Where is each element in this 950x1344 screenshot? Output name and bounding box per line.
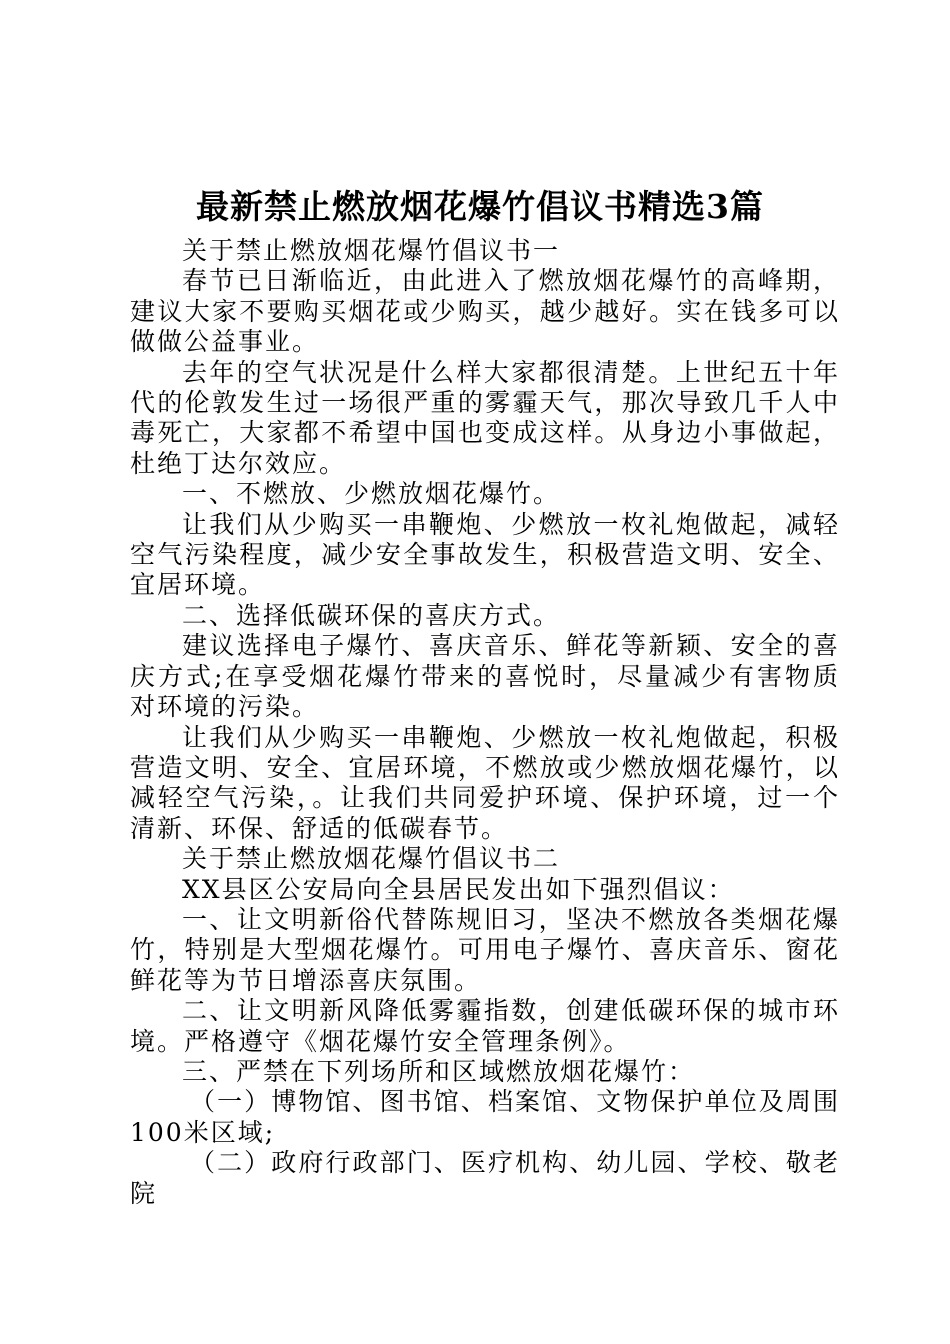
list-item: 二、让文明新风降低雾霾指数，创建低碳环保的城市环境。严格遵守《烟花爆竹安全管理条例》。	[130, 996, 840, 1056]
body-paragraph: 让我们从少购买一串鞭炮、少燃放一枚礼炮做起，减轻空气污染程度，减少安全事故发生，积极营造文明、安全、宜居环境。	[130, 509, 840, 600]
section-heading: 关于禁止燃放烟花爆竹倡议书二	[182, 844, 561, 874]
list-heading: 二、选择低碳环保的喜庆方式。	[182, 600, 561, 630]
body-paragraph: 让我们从少购买一串鞭炮、少燃放一枚礼炮做起，积极营造文明、安全、宜居环境，不燃放或少燃放烟花爆竹，以减轻空气污染，。让我们共同爱护环境、保护环境，过一个清新、环保、舒适的低碳春节。	[130, 722, 840, 843]
body-paragraph: 春节已日渐临近，由此进入了燃放烟花爆竹的高峰期，建议大家不要购买烟花或少购买，越少越好。实在钱多可以做做公益事业。	[130, 266, 840, 357]
list-heading: 一、不燃放、少燃放烟花爆竹。	[182, 479, 561, 509]
body-paragraph: 建议选择电子爆竹、喜庆音乐、鲜花等新颖、安全的喜庆方式;在享受烟花爆竹带来的喜悦时，尽量减少有害物质对环境的污染。	[130, 631, 840, 722]
sub-list-item: （二）政府行政部门、医疗机构、幼儿园、学校、敬老院	[130, 1148, 840, 1208]
sub-list-item: （一）博物馆、图书馆、档案馆、文物保护单位及周围100米区域;	[130, 1087, 840, 1147]
list-item: 一、让文明新俗代替陈规旧习，坚决不燃放各类烟花爆竹，特别是大型烟花爆竹。可用电子爆竹、喜庆音乐、窗花鲜花等为节日增添喜庆氛围。	[130, 904, 840, 995]
body-paragraph: 去年的空气状况是什么样大家都很清楚。上世纪五十年代的伦敦发生过一场很严重的雾霾天气，那次导致几千人中毒死亡，大家都不希望中国也变成这样。从身边小事做起，杜绝丁达尔效应。	[130, 357, 840, 478]
list-item: 三、严禁在下列场所和区域燃放烟花爆竹：	[182, 1056, 696, 1086]
document-body	[130, 236, 840, 1209]
body-paragraph: XX县区公安局向全县居民发出如下强烈倡议：	[182, 874, 735, 904]
section-heading: 关于禁止燃放烟花爆竹倡议书一	[182, 236, 561, 265]
document-title: 最新禁止燃放烟花爆竹倡议书精选3篇	[196, 187, 764, 226]
